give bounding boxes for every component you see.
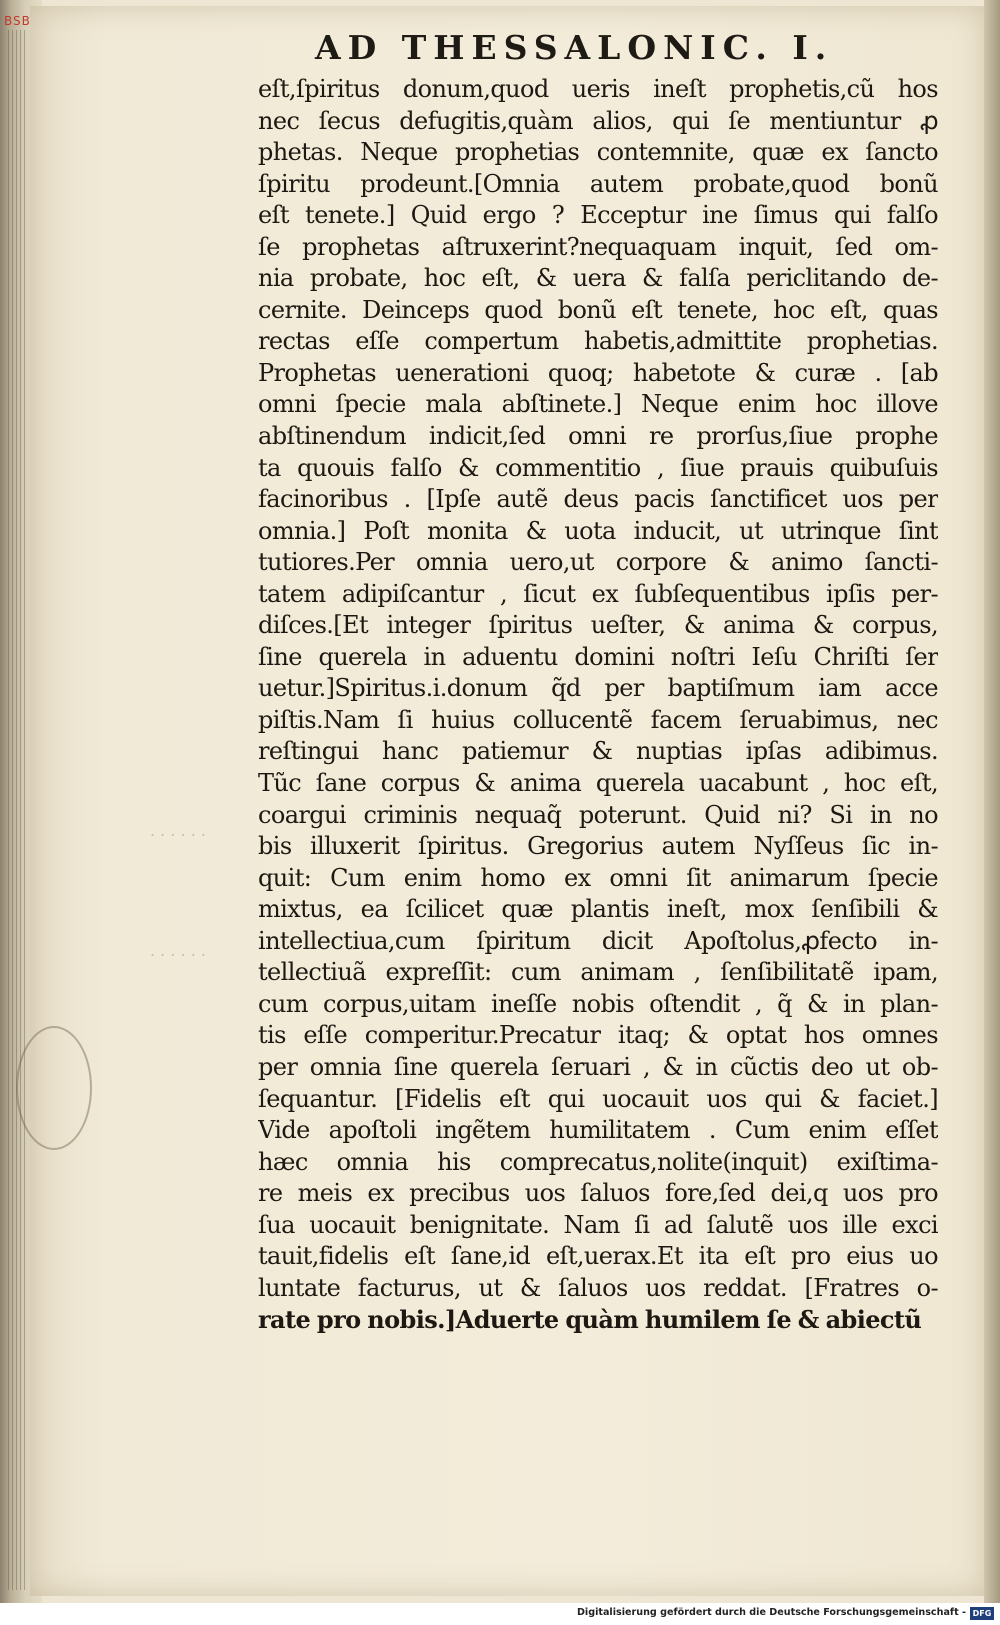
text-line: omnia.] Poſt monita & uota inducit, ut utrinque ſint bbox=[258, 516, 938, 545]
text-line: re meis ex precibus uos ſaluos fore,ſed dei,q uos pro bbox=[258, 1179, 938, 1208]
book-page bbox=[30, 6, 985, 1596]
text-line: eſt tenete.] Quid ergo ? Ecceptur ine ſimus qui falſo bbox=[258, 201, 938, 230]
text-line: rectas eſſe compertum habetis,admittite prophetias. bbox=[258, 327, 938, 356]
text-line: nec ſecus defugitis,quàm alios, qui ſe mentiuntur ꝓ bbox=[258, 106, 938, 135]
text-line: rate pro nobis.]Aduerte quàm humilem ſe & abiectũ bbox=[258, 1305, 922, 1335]
dfg-logo: DFG bbox=[970, 1607, 994, 1620]
text-line: Tũc ſane corpus & anima querela uacabunt , hoc eſt, bbox=[258, 769, 938, 798]
text-line: quit: Cum enim homo ex omni ſit animarum ſpecie bbox=[258, 863, 938, 892]
body-text bbox=[258, 74, 938, 1336]
library-mark: BSB bbox=[4, 14, 31, 28]
running-header: AD THESSALONIC. I. bbox=[315, 28, 834, 67]
text-line: diſces.[Et integer ſpiritus ueſter, & anima & corpus, bbox=[258, 611, 938, 640]
clasp-shadow bbox=[16, 1026, 92, 1150]
digitization-footer bbox=[0, 1603, 1000, 1625]
text-line: nia probate, hoc eſt, & uera & falſa periclitando de- bbox=[258, 264, 938, 293]
text-line: cum corpus,uitam ineſſe nobis oſtendit , q̃ & in plan- bbox=[258, 989, 938, 1018]
page-stack-lines bbox=[8, 30, 28, 1590]
text-line: hæc omnia his comprecatus,nolite(inquit) exiſtima- bbox=[258, 1147, 938, 1176]
text-line: abſtinendum indicit,ſed omni re prorſus,ſiue prophe bbox=[258, 422, 938, 451]
text-line: facinoribus . [Ipſe autẽ deus pacis ſanctificet uos per bbox=[258, 485, 938, 514]
text-line: eſt,ſpiritus donum,quod ueris ineſt prophetis,cũ hos bbox=[258, 75, 938, 103]
text-line: intellectiua,cum ſpiritum dicit Apoſtolus,ꝓfecto in- bbox=[258, 926, 938, 955]
text-line: mixtus, ea ſcilicet quæ plantis ineſt, mox ſenſibili & bbox=[258, 895, 938, 924]
text-line: tellectiuã expreſſit: cum animam , ſenſibilitatẽ ipam, bbox=[258, 958, 938, 987]
text-line: omni ſpecie mala abſtinete.] Neque enim hoc illove bbox=[258, 390, 938, 419]
text-line: tauit,fidelis eſt ſane,id eſt,uerax.Et ita eſt pro eius uo bbox=[258, 1242, 938, 1271]
text-line: ſine querela in aduentu domini noſtri Ieſu Chriſti ſer bbox=[258, 642, 938, 671]
text-line: ta quouis falſo & commentitio , ſiue prauis quibuſuis bbox=[258, 453, 938, 482]
text-line: piſtis.Nam ſi huius collucentẽ facem ſeruabimus, nec bbox=[258, 705, 938, 734]
text-line: cernite. Deinceps quod bonũ eſt tenete, hoc eſt, quas bbox=[258, 295, 938, 324]
text-line: ſe prophetas aſtruxerint?nequaquam inquit, ſed om- bbox=[258, 232, 938, 261]
page-right-edge bbox=[984, 0, 1000, 1603]
text-line: luntate facturus, ut & ſaluos uos reddat. [Fratres o- bbox=[258, 1273, 938, 1302]
text-line: tis eſſe comperitur.Precatur itaq; & optat hos omnes bbox=[258, 1021, 938, 1050]
footer-credit: Digitalisierung gefördert durch die Deutsche Forschungsgemeinschaft - bbox=[576, 1607, 966, 1618]
text-line: coargui criminis nequaq̃ poterunt. Quid ni? Si in no bbox=[258, 800, 938, 829]
bleed-through-mark: . . . . . . bbox=[150, 821, 206, 840]
text-line: ſequantur. [Fidelis eſt qui uocauit uos qui & faciet.] bbox=[258, 1084, 938, 1113]
text-line: uetur.]Spiritus.i.donum q̃d per baptiſmum iam acce bbox=[258, 674, 938, 703]
text-line: phetas. Neque prophetias contemnite, quæ ex ſancto bbox=[258, 138, 938, 167]
text-line: Prophetas uenerationi quoq; habetote & curæ . [ab bbox=[258, 358, 938, 387]
text-line: tatem adipiſcantur , ſicut ex ſubſequentibus ipſis per- bbox=[258, 579, 938, 608]
text-line: bis illuxerit ſpiritus. Gregorius autem Nyſſeus ſic in- bbox=[258, 832, 938, 861]
bleed-through-mark: . . . . . . bbox=[150, 941, 206, 960]
text-line: ſua uocauit benignitate. Nam ſi ad ſalutẽ uos ille exci bbox=[258, 1210, 938, 1239]
text-line: Vide apoſtoli ingẽtem humilitatem . Cum enim eſſet bbox=[258, 1116, 938, 1145]
text-line: per omnia ſine querela ſeruari , & in cũctis deo ut ob- bbox=[258, 1052, 938, 1081]
text-line: tutiores.Per omnia uero,ut corpore & animo ſancti- bbox=[258, 548, 938, 577]
text-line: reſtingui hanc patiemur & nuptias ipſas adibimus. bbox=[258, 737, 938, 766]
text-line: ſpiritu prodeunt.[Omnia autem probate,quod bonũ bbox=[258, 169, 938, 198]
